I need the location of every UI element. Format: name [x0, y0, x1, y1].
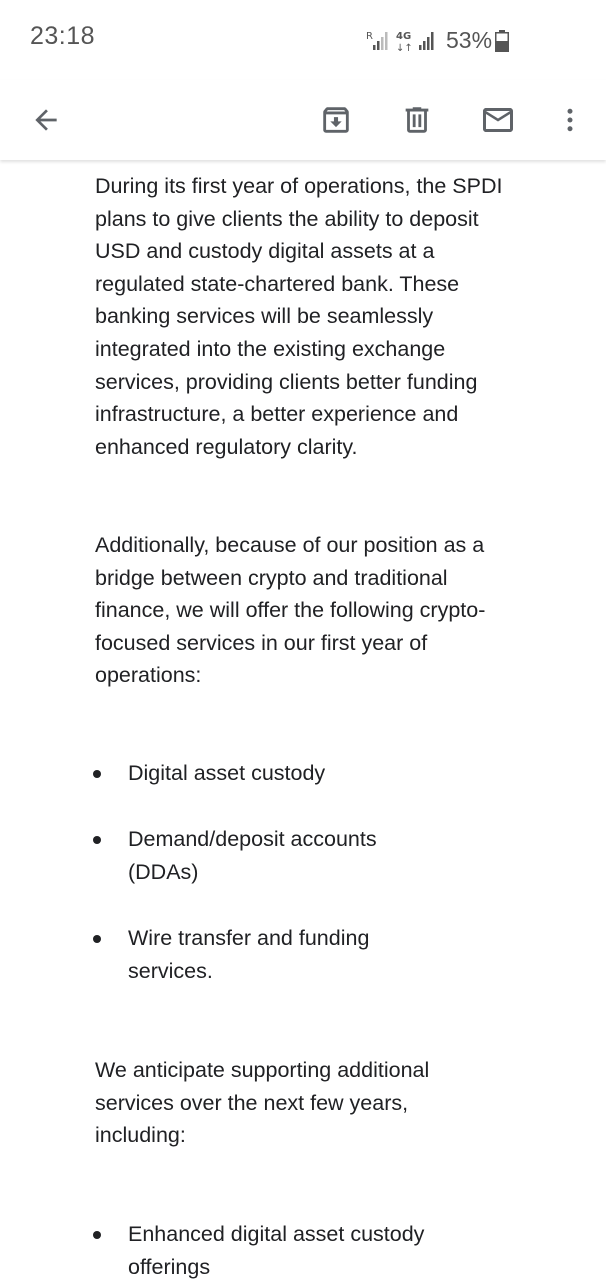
paragraph-additionally: Additionally, because of our position as a bridge between crypto and traditional finance, we will offer the following crypto-focused services in our first year of operations:: [95, 533, 486, 688]
back-button[interactable]: [16, 90, 76, 150]
svg-text:R: R: [366, 31, 373, 42]
status-bar: [0, 0, 606, 80]
list-item-enhanced-custody: Enhanced digital asset custody offerings: [128, 1222, 425, 1279]
paragraph-anticipate: We anticipate supporting additional services over the next few years, including:: [95, 1058, 430, 1148]
list-item-custody: Digital asset custody: [128, 761, 326, 785]
email-toolbar: [0, 80, 606, 160]
archive-icon: [319, 103, 353, 137]
bullet-dot: [93, 770, 101, 778]
status-time: 23:18: [30, 22, 96, 50]
bullet-dot: [93, 1231, 101, 1239]
svg-text:↓↑: ↓↑: [396, 43, 413, 54]
delete-button[interactable]: [387, 90, 447, 150]
mail-icon: [480, 102, 516, 138]
battery-icon: [495, 30, 509, 52]
list-item-dda: Demand/deposit accounts (DDAs): [128, 827, 377, 884]
paragraph-first-year: During its first year of operations, the SPDI plans to give clients the ability to deposit USD and custody digital assets at a regulated state-chartered bank. These banking services will be seamlessly integrated into the existing exchange services, providing clients better funding infrastructure, a better experience and enhanced regulatory clarity.: [95, 174, 503, 459]
email-body: [0, 160, 606, 1280]
bullet-dot: [93, 836, 101, 844]
bullet-dot: [93, 935, 101, 943]
more-options-button[interactable]: [540, 90, 600, 150]
mark-unread-button[interactable]: [468, 90, 528, 150]
back-arrow-icon: [30, 104, 62, 136]
more-vert-icon: [555, 105, 585, 135]
battery-percent: 53%: [446, 27, 493, 53]
archive-button[interactable]: [306, 90, 366, 150]
list-item-wire: Wire transfer and funding services.: [128, 926, 370, 983]
signal-icon: [365, 28, 441, 54]
trash-icon: [400, 103, 434, 137]
signal-indicators: [365, 28, 441, 59]
svg-text:4G: 4G: [396, 31, 412, 42]
